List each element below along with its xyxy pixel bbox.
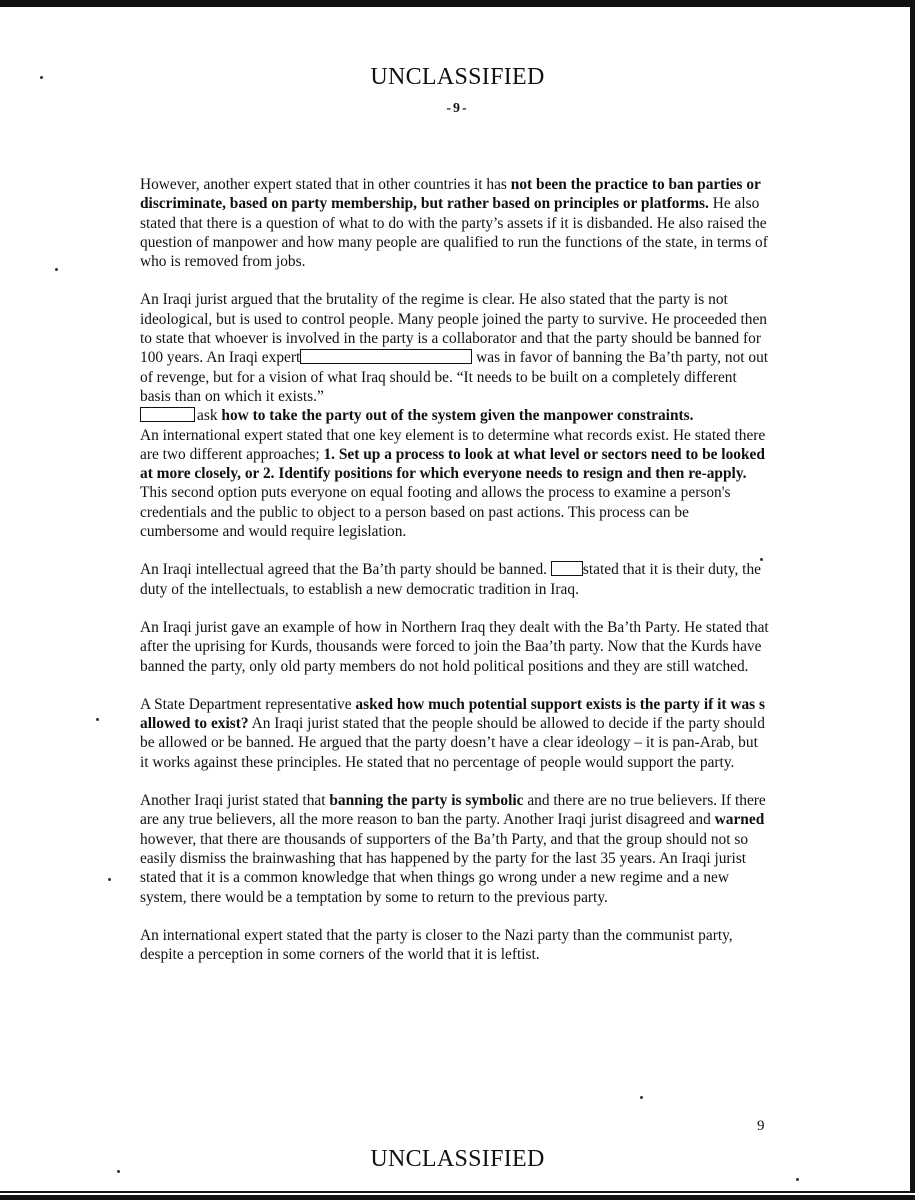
paragraph-8: An international expert stated that the party is closer to the Nazi party than the communist party, despite a perception in some corners of the world that it is leftist. — [140, 926, 733, 964]
header-classification: UNCLASSIFIED — [370, 64, 545, 90]
scan-speck — [108, 878, 111, 881]
paragraph-7: Another Iraqi jurist stated that banning the party is symbolic and there are no true believers. If there are any true believers, all the more reason to ban the party. Another Iraqi jurist disagreed and warned however, that there are thousands of supporters of the Ba’th Party, and that the group should not so easily dismiss the brainwashing that has happened by the party for the last 35 years. An Iraqi jurist stated that it is a common knowledge that when things go wrong under a new regime and a new system, there would be a temptation by some to return to the previous party. — [140, 792, 766, 906]
scan-speck — [40, 76, 43, 79]
scan-speck — [796, 1178, 799, 1181]
redaction-box — [140, 407, 195, 422]
scan-speck — [96, 718, 99, 721]
page-number: 9 — [757, 1118, 765, 1134]
scan-border-top — [0, 0, 915, 7]
paragraph-5: An Iraqi jurist gave an example of how in Northern Iraq they dealt with the Ba’th Party. He stated that after the uprising for Kurds, thousands were forced to join the Baa’th party. Now that the Kurds have banned the party, only old party members do not hold political positions and they are still watched. — [140, 618, 769, 675]
paragraph-3: An international expert stated that one key element is to determine what records exist. He stated there are two different approaches; 1. Set up a process to look at what level or sectors need to be looked at more closely, or 2. Identify positions for which everyone needs to resign and then re-apply. This second option puts everyone on equal footing and allows the process to examine a person's credentials and the public to object to a person based on past actions. This process can be cumbersome and would require legislation. — [140, 426, 766, 541]
scan-border-bottom-gap — [0, 1193, 915, 1195]
paragraph-1: However, another expert stated that in other countries it has not been the practice to ban parties or discriminate, based on party membership, but rather based on principles or platforms. He also stated that there is a question of what to do with the party’s assets if it is disbanded. He also raised the question of manpower and how many people are qualified to run the functions of the state, in terms of who is removed from jobs. — [140, 176, 768, 271]
paragraph-6: A State Department representative asked how much potential support exists is the party if it was s allowed to exist? An Iraqi jurist stated that the people should be allowed to decide if the party should be allowed or be banned. He argued that the party doesn’t have a clear ideology – it is pan-Arab, but it works against these principles. He stated that no percentage of people would support the party. — [140, 695, 765, 771]
paragraph-4: An Iraqi intellectual agreed that the Ba’th party should be banned. stated that it is their duty, the duty of the intellectuals, to establish a new democratic tradition in Iraq. — [140, 561, 761, 598]
footer-classification: UNCLASSIFIED — [370, 1146, 545, 1172]
scan-speck — [117, 1170, 120, 1173]
redaction-box — [300, 349, 472, 364]
document-body — [140, 175, 770, 983]
scan-speck — [760, 558, 763, 561]
scan-speck — [55, 268, 58, 271]
scan-border-right — [910, 0, 915, 1200]
redaction-box — [551, 561, 583, 576]
header-page-marker: -9- — [446, 101, 469, 116]
paragraph-2: An Iraqi jurist argued that the brutality of the regime is clear. He also stated that the party is not ideological, but is used to control people. Many people joined the party to survive. He proceeded then to state that whoever is involved in the party is a collaborator and that the party should be banned for 100 years. An Iraqi expert was in favor of banning the Ba’th party, not out of revenge, but for a vision of what Iraq should be. “It needs to be built on a completely different basis than on which it exists.” ask how to take the party out of the system given the manpower constraints. — [140, 291, 769, 425]
scan-speck — [640, 1096, 643, 1099]
